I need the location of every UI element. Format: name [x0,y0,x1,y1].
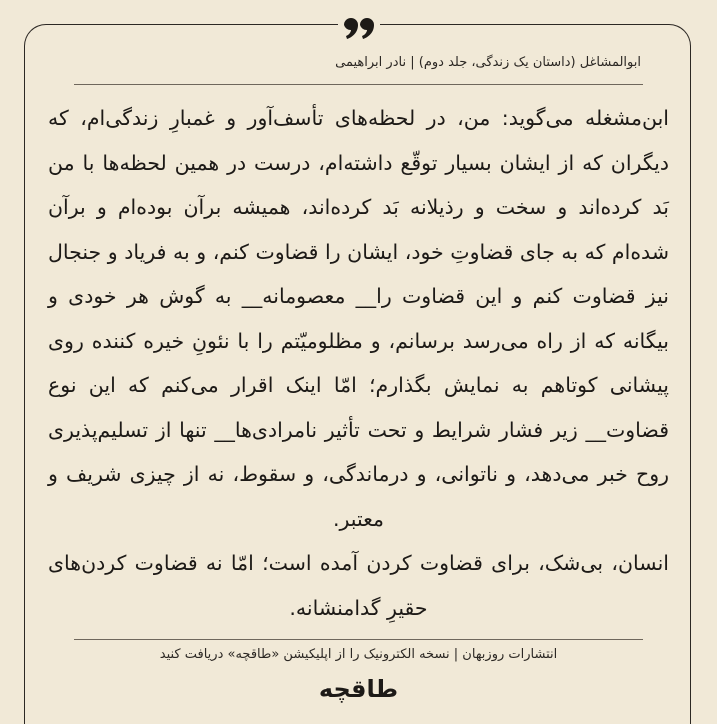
quote-paragraph-2: انسان، بی‌شک، برای قضاوت کردن آمده است؛ امّا نه قضاوت کردن‌های حقیرِ گدامنشانه. [48,551,669,620]
book-title: ابوالمشاغل (داستان یک زندگی، جلد دوم) [418,55,641,70]
citation-separator: | [410,55,415,70]
quote-body [48,96,669,630]
header-divider [74,84,643,85]
quote-icon [338,6,380,46]
author-name: نادر ابراهیمی [335,55,407,70]
source-citation [335,55,641,70]
publisher-footer: انتشارات روزبهان | نسخه الکترونیک را از اپلیکیشن «طاقچه» دریافت کنید [159,647,558,662]
quote-paragraph-1: ابن‌مشغله می‌گوید: من، در لحظه‌های تأسف‌آور و غمبارِ زندگی‌ام، که دیگران که از ایشان بسیار توقّع داشته‌ام، درست در همین لحظه‌ها با من بَد کرده‌اند و سخت و رذیلانه بَد کرده‌اند، همیشه برآن بوده‌ام و برآن شده‌ام که به جای قضاوتِ خود، ایشان را قضاوت کنم، و به فریاد و جنجال نیز قضاوت کنم و این قضاوت را__ معصومانه__ به گوش هر خودی و بیگانه که از راه می‌رسد برسانم، و مظلومیّتم را با نئونِ خیره کننده روی پیشانی کوتاهم به نمایش بگذارم؛ امّا اینک اقرار می‌کنم که این نوع قضاوت__ زیر فشار شرایط و تحت تأثیر نامرادی‌ها__ تنها از تسلیم‌پذیری روح خبر می‌دهد، و ناتوانی، و درماندگی، و سقوط، نه از چیزی شریف و معتبر. [48,106,669,531]
taaghche-logo: طاقچه [318,675,399,703]
footer-divider [74,639,643,640]
